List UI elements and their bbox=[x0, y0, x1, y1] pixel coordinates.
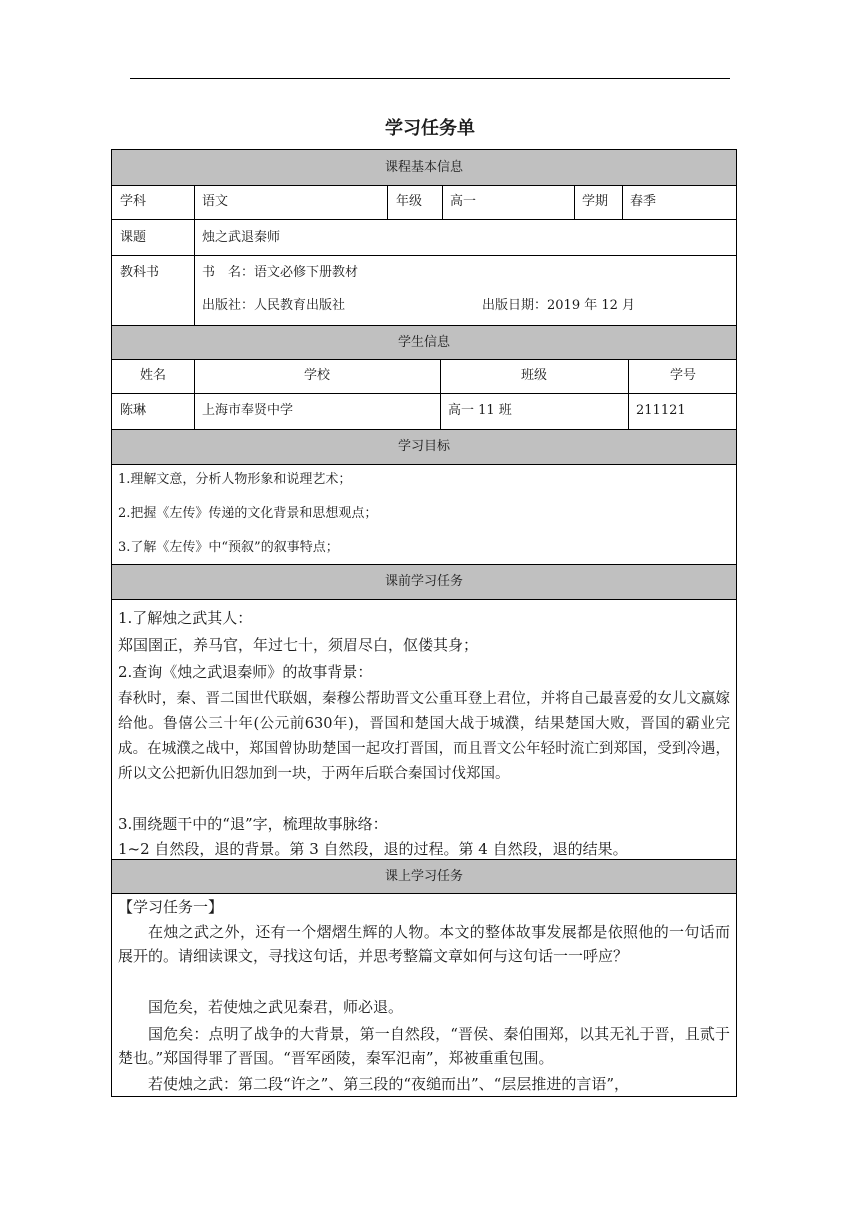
student-header-id: 学号 bbox=[669, 368, 696, 383]
student-header-name: 姓名 bbox=[139, 368, 166, 383]
header-rule bbox=[130, 78, 730, 79]
pre-answer-1: 郑国圉正，养马官，年过七十，须眉尽白，伛偻其身； bbox=[118, 636, 479, 654]
student-id: 211121 bbox=[636, 403, 686, 418]
section-goals: 学习目标 bbox=[112, 430, 736, 464]
analysis-paragraph-2: 若使烛之武：第二段“许之”、第三段的“夜缒而出”、“层层推进的言语”， bbox=[148, 1075, 630, 1093]
student-name: 陈琳 bbox=[120, 403, 147, 418]
book-name: 书 名：语文必修下册教材 bbox=[202, 265, 359, 280]
pre-question-3: 3.围绕题干中的“退”字，梳理故事脉络： bbox=[118, 815, 388, 833]
subject-value: 语文 bbox=[202, 194, 229, 209]
topic-label: 课题 bbox=[120, 230, 147, 245]
term-label: 学期 bbox=[582, 194, 609, 209]
goal-item: 2.把握《左传》传递的文化背景和思想观点； bbox=[118, 506, 378, 521]
pre-question-1: 1.了解烛之武其人： bbox=[118, 609, 253, 627]
publisher: 出版社：人民教育出版社 bbox=[202, 298, 346, 313]
student-school: 上海市奉贤中学 bbox=[202, 403, 294, 418]
textbook-label: 教科书 bbox=[120, 265, 160, 280]
student-header-class: 班级 bbox=[520, 368, 547, 383]
publication-date: 出版日期：2019 年 12 月 bbox=[482, 298, 636, 313]
task-one-prompt: 在烛之武之外，还有一个熠熠生辉的人物。本文的整体故事发展都是依照他的一句话而展开的。请细读课文，寻找这句话，并思考整篇文章如何与这句话一一呼应？ bbox=[118, 923, 730, 965]
term-value: 春季 bbox=[630, 194, 657, 209]
topic-value: 烛之武退秦师 bbox=[202, 230, 281, 245]
student-class: 高一 11 班 bbox=[448, 403, 512, 418]
task-one-title: 【学习任务一】 bbox=[118, 898, 224, 916]
document-title: 学习任务单 bbox=[385, 118, 475, 139]
student-header-school: 学校 bbox=[303, 368, 330, 383]
pre-question-2: 2.查询《烛之武退秦师》的故事背景： bbox=[118, 663, 373, 681]
pre-answer-2: 春秋时，秦、晋二国世代联姻，秦穆公帮助晋文公重耳登上君位，并将自己最喜爱的女儿文嬴嫁给他。鲁僖公三十年(公元前630年)，晋国和楚国大战于城濮，结果楚国大败，晋国的霸业完成。在城濮之战中，郑国曾协助楚国一起攻打晋国，而且晋文公年轻时流亡到郑国，受到冷遇，所以文公把新仇旧怨加到一块，于两年后联合秦国讨伐郑国。 bbox=[118, 691, 730, 782]
grade-value: 高一 bbox=[450, 194, 477, 209]
grade-label: 年级 bbox=[396, 194, 423, 209]
section-pre-class: 课前学习任务 bbox=[112, 565, 736, 599]
pre-answer-3: 1~2 自然段，退的背景。第 3 自然段，退的过程。第 4 自然段，退的结果。 bbox=[118, 840, 628, 858]
goal-item: 3.了解《左传》中“预叙”的叙事特点； bbox=[118, 540, 339, 555]
section-in-class: 课上学习任务 bbox=[112, 860, 736, 893]
analysis-paragraph-1: 国危矣：点明了战争的大背景，第一自然段，“晋侯、秦伯围郑，以其无礼于晋，且贰于楚也。”郑国得罪了晋国。“晋军函陵，秦军氾南”，郑被重重包围。 bbox=[118, 1025, 730, 1067]
goal-item: 1.理解文意，分析人物形象和说理艺术； bbox=[118, 472, 352, 487]
key-sentence: 国危矣，若使烛之武见秦君，师必退。 bbox=[148, 998, 404, 1016]
task-table bbox=[111, 149, 737, 1097]
subject-label: 学科 bbox=[120, 194, 147, 209]
section-student-info: 学生信息 bbox=[112, 326, 736, 359]
section-course-info: 课程基本信息 bbox=[112, 150, 736, 185]
